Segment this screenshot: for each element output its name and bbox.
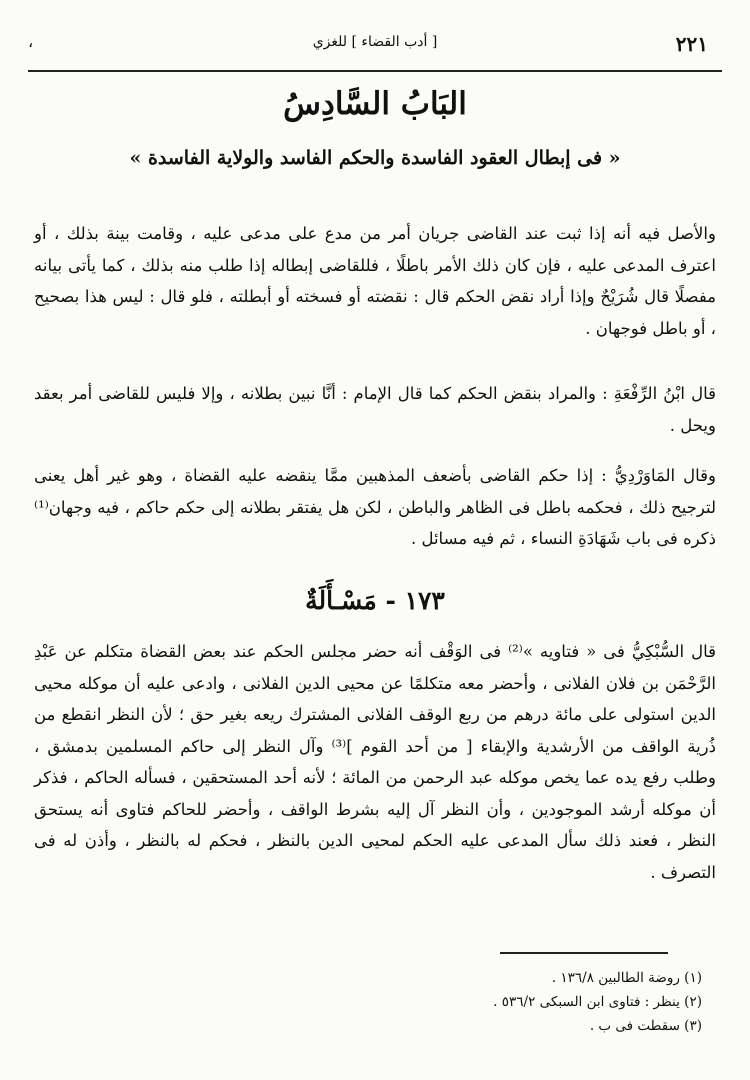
running-head-mark: ، [28, 32, 34, 51]
issue-paragraph [34, 636, 716, 888]
page-number: ٢٢١ [675, 32, 708, 56]
paragraph [34, 460, 716, 555]
footnote: (١) روضة الطالبين ١٣٦/٨ . [551, 970, 702, 986]
footnotes [48, 966, 702, 1038]
chapter-subtitle: « فى إبطال العقود الفاسدة والحكم الفاسد والولاية الفاسدة » [129, 147, 621, 169]
chapter-title: البَابُ السَّادِسُ [283, 86, 467, 122]
footnote: (٢) ينظر : فتاوى ابن السبكى ٥٣٦/٢ . [493, 994, 702, 1010]
paragraph-text: قال ابْنُ الرِّفْعَةِ : والمراد بنقض الحكم كما قال الإمام : أنَّا نبين بطلانه ، وإلا فليس للقاضى أمر بعقد ويحل . [34, 384, 716, 435]
issue-heading: ١٧٣ - مَسْـأَلَةٌ [305, 586, 445, 615]
footnote: (٣) سقطت فى ب . [589, 1018, 702, 1034]
running-head [28, 30, 722, 72]
paragraph-text: والأصل فيه أنه إذا ثبت عند القاضى جريان أمر من مدع على مدعى عليه ، وقامت بينة بذلك ، أو اعترف المدعى عليه ، فإن كان ذلك الأمر باطلًا ، فللقاضى إبطاله إذا طلب منه بذلك ، كما يأتى بيانه مفصلًا قال شُرَيْحٌ وإذا أراد نقض الحكم قال : نقضته أو فسخته أو أبطلته ، فلو قال : ليس هذا بصحيح ، أو باطل فوجهان . [34, 224, 716, 338]
paragraph [34, 218, 716, 344]
paragraph-text: وقال المَاوَرْدِيُّ : إذا حكم القاضى بأضعف المذهبين ممَّا ينقضه عليه القضاة ، وهو غير أهل يعنى لترجيح ذلك ، فحكمه باطل فى الظاهر والباطن ، لكن هل يفتقر بطلانه إلى حكم حاكم ، فيه وجهان⁽¹⁾ ذكره فى باب شَهَادَةِ النساء ، ثم فيه مسائل . [34, 466, 716, 548]
running-head-title: [ أدب القضاء ] للغزي [312, 34, 438, 50]
paragraph-text: قال السُّبْكِيُّ فى « فتاويه »⁽²⁾ فى الوَقْف أنه حضر مجلس الحكم عند بعض القضاة متكلم عن عَبْدِ الرَّحْمَن بن فلان الفلانى ، وأحضر معه متكلمًا عن محيى الدين الفلانى ، وادعى عليه أن موكله محيى الدين استولى على مائة درهم من ربع الوقف الفلانى المشترك ريعه بغير حق ؛ لأن النظر انقطع من ذُرية الواقف من الأرشدية والإبقاء [ من أحد القوم ]⁽³⁾ وآل النظر إلى حاكم المسلمين بدمشق ، وطلب رفع يده عما يخص موكله عبد الرحمن من المائة ؛ لأنه أحد المستحقين ، فسأله الحاكم ، فذكر أن موكله أرشد الموجودين ، وأن النظر آل إليه بشرط الواقف ، وأحضر للحاكم فتاوى أنه يستحق النظر ، فعند ذلك سأل المدعى عليه الحكم لمحيى الدين بالنظر ، فحكم له بالنظر ، وأذن له فى التصرف . [34, 642, 716, 882]
paragraph [34, 378, 716, 441]
footnote-divider [500, 952, 668, 954]
